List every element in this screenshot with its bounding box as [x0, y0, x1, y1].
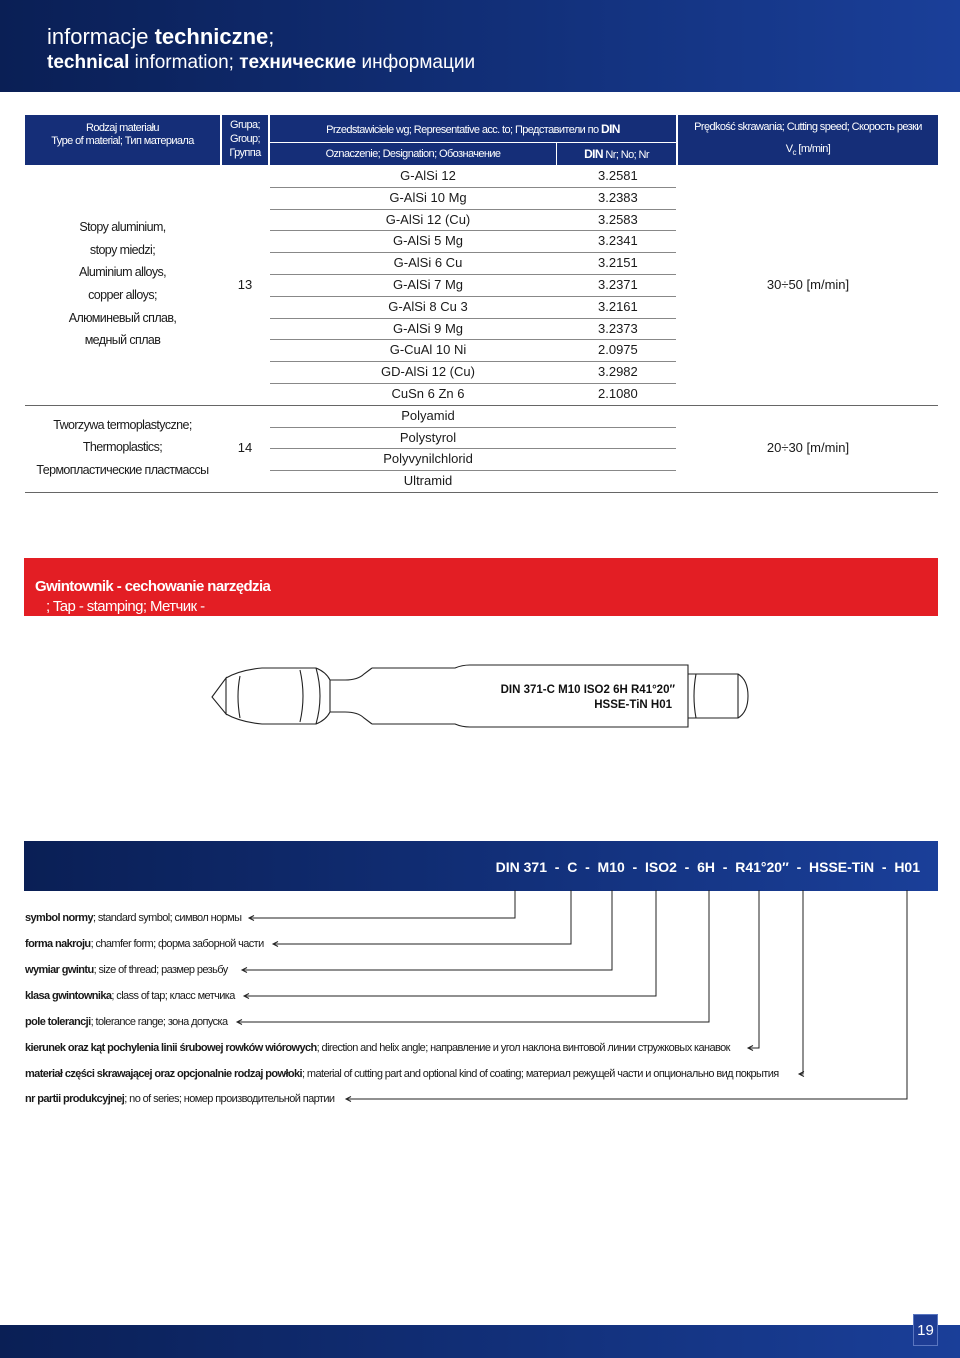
- row-divider: [270, 427, 676, 428]
- designation-cell: G-AlSi 7 Mg: [392, 277, 464, 292]
- material-name-line: copper alloys;: [88, 287, 157, 302]
- legend-item-description: ; size of thread; размер резьбу: [93, 964, 228, 976]
- section-title-bar: [24, 558, 938, 632]
- legend-item-term: wymiar gwintu: [25, 964, 94, 976]
- tap-drawing: [0, 640, 960, 760]
- designation-cell: Polyvynilchlorid: [383, 451, 473, 467]
- tap-stamp-line2: HSSE-TiN H01: [594, 699, 672, 711]
- group-divider: [25, 492, 938, 493]
- legend-leader-line: [273, 890, 571, 944]
- designation-cell: GD-AlSi 12 (Cu): [381, 364, 475, 380]
- group-divider: [25, 405, 938, 406]
- material-name-line: stopy miedzi;: [89, 242, 156, 257]
- din-number-cell: 3.2583: [598, 211, 638, 227]
- material-name-line: Tworzywa termoplastyczne;: [53, 417, 192, 432]
- legend-item-term: kierunek oraz kąt pochylenia linii śrubowej rowków wiórowych: [25, 1042, 317, 1054]
- row-divider: [270, 252, 676, 253]
- row-divider: [270, 274, 676, 275]
- row-divider: [270, 383, 676, 384]
- page-number: 19: [913, 1314, 938, 1346]
- din-number-cell: 2.0975: [598, 342, 638, 358]
- designation-cell: G-AlSi 12 (Cu): [385, 211, 471, 227]
- designation-cell: Polystyrol: [399, 429, 457, 445]
- row-divider: [270, 361, 676, 362]
- legend-leader-line: [799, 890, 803, 1074]
- section-title: Gwintownik - cechowanie narzędzia ; Tap - stamping; Метчик - маркировка инструмента: [35, 578, 271, 632]
- legend-item-term: klasa gwintownika: [25, 990, 112, 1002]
- legend-item-description: ; class of tap; класс метчика: [111, 990, 235, 1002]
- legend-leader-line: [748, 890, 759, 1048]
- cutting-speed-value: 20÷30 [m/min]: [766, 440, 850, 456]
- page-footer: [0, 1325, 960, 1358]
- din-number-cell: 3.2341: [598, 233, 638, 249]
- din-number-cell: 3.2383: [598, 189, 638, 205]
- col-header-designation: Oznaczenie; Designation; Обозначение: [270, 143, 556, 165]
- row-divider: [270, 318, 676, 319]
- legend-item-term: materiał części skrawającej oraz opcjonalnie rodzaj powłoki: [25, 1068, 302, 1080]
- material-name-line: Stopy aluminium,: [79, 220, 166, 235]
- material-name-line: медный сплав: [84, 333, 161, 348]
- cutting-speed-value: 30÷50 [m/min]: [766, 276, 850, 292]
- col-header-group: Grupa; Group; Группа: [222, 115, 268, 165]
- designation-cell: G-AlSi 8 Cu 3: [388, 298, 468, 314]
- speed-header-rest: Cutting speed; Скорость резки: [784, 121, 922, 133]
- designation-cell: Polyamid: [401, 407, 455, 423]
- legend-leader-lines: [0, 890, 960, 1110]
- legend-item-description: ; material of cutting part and optional kind of coating; материал режущей части и опционально вид покрытия: [302, 1068, 779, 1080]
- legend-leader-line: [237, 890, 709, 1022]
- row-divider: [270, 296, 676, 297]
- col-header-representatives: Przedstawiciele wg; Representative acc. to; Представители по DIN: [270, 115, 676, 142]
- legend-item-term: forma nakroju: [25, 938, 91, 950]
- din-number-cell: 2.1080: [598, 386, 638, 401]
- page-header: [0, 0, 960, 92]
- legend-leader-line: [244, 890, 656, 996]
- stamp-code-bar: [24, 841, 938, 891]
- designation-cell: CuSn 6 Zn 6: [391, 386, 465, 401]
- designation-cell: Ultramid: [403, 473, 453, 489]
- legend-item-description: ; chamfer form; форма заборной части: [90, 938, 264, 950]
- legend-item-term: symbol normy: [25, 912, 93, 924]
- row-divider: [270, 209, 676, 210]
- din-number-cell: 3.2581: [598, 168, 638, 183]
- group-number: 13: [237, 276, 253, 292]
- designation-cell: G-CuAl 10 Ni: [389, 342, 467, 358]
- material-name-line: Aluminium alloys,: [78, 265, 167, 280]
- legend-leader-line: [242, 890, 612, 970]
- tap-point: [212, 678, 226, 714]
- legend-item-term: nr partii produkcyjnej: [25, 1093, 125, 1105]
- row-divider: [270, 448, 676, 449]
- din-number-cell: 3.2373: [598, 320, 638, 336]
- row-divider: [270, 230, 676, 231]
- header-title-line2: technical information; технические информации: [47, 52, 476, 73]
- tap-stamp-line1: DIN 371-C M10 ISO2 6H R41°20″: [500, 684, 675, 696]
- legend-leader-line: [346, 890, 907, 1099]
- material-name-line: Термопластические пластмассы: [36, 462, 209, 477]
- row-divider: [270, 187, 676, 188]
- designation-cell: G-AlSi 12: [400, 168, 456, 183]
- designation-cell: G-AlSi 9 Mg: [392, 320, 464, 336]
- legend-item-description: ; tolerance range; зона допуска: [90, 1016, 228, 1028]
- din-number-cell: 3.2151: [598, 255, 638, 271]
- tap-thread-body: [226, 668, 330, 724]
- legend-item-description: ; no of series; номер производительной партии: [124, 1093, 335, 1105]
- legend-leader-line: [249, 890, 515, 918]
- group-number: 14: [237, 440, 253, 456]
- din-number-cell: 3.2161: [598, 298, 638, 314]
- material-name-line: Thermoplastics;: [82, 440, 163, 455]
- designation-cell: G-AlSi 10 Mg: [389, 189, 467, 205]
- din-number-cell: 3.2371: [598, 277, 638, 292]
- col-header-cutting-speed: Prędkość skrawania; Cutting speed; Скорость резки $V_c$ [m/min]: [678, 115, 938, 165]
- tap-square-end: [688, 674, 748, 718]
- tap-shank: [372, 665, 688, 727]
- designation-cell: G-AlSi 6 Cu: [393, 255, 463, 271]
- din-number-cell: 3.2982: [598, 364, 638, 380]
- row-divider: [270, 339, 676, 340]
- col-header-din-number: DIN Nr; No; Nr: [557, 143, 676, 165]
- designation-cell: G-AlSi 5 Mg: [392, 233, 464, 249]
- legend-item-term: pole tolerancji: [25, 1016, 91, 1028]
- col-header-material: Rodzaj materiału Type of material; Тип материала: [25, 115, 220, 165]
- legend-item-description: ; direction and helix angle; направление и угол наклона винтовой линии стружковых канавок: [316, 1042, 730, 1054]
- row-divider: [270, 470, 676, 471]
- material-name-line: Алюминевый сплав,: [68, 310, 177, 325]
- legend-item-description: ; standard symbol; символ нормы: [93, 912, 242, 924]
- header-title-line1: informacje techniczne;: [47, 24, 275, 49]
- stamp-code: DIN 371 - C - M10 - ISO2 - 6H - R41°20″ - HSSE-TiN - H01: [495, 859, 920, 875]
